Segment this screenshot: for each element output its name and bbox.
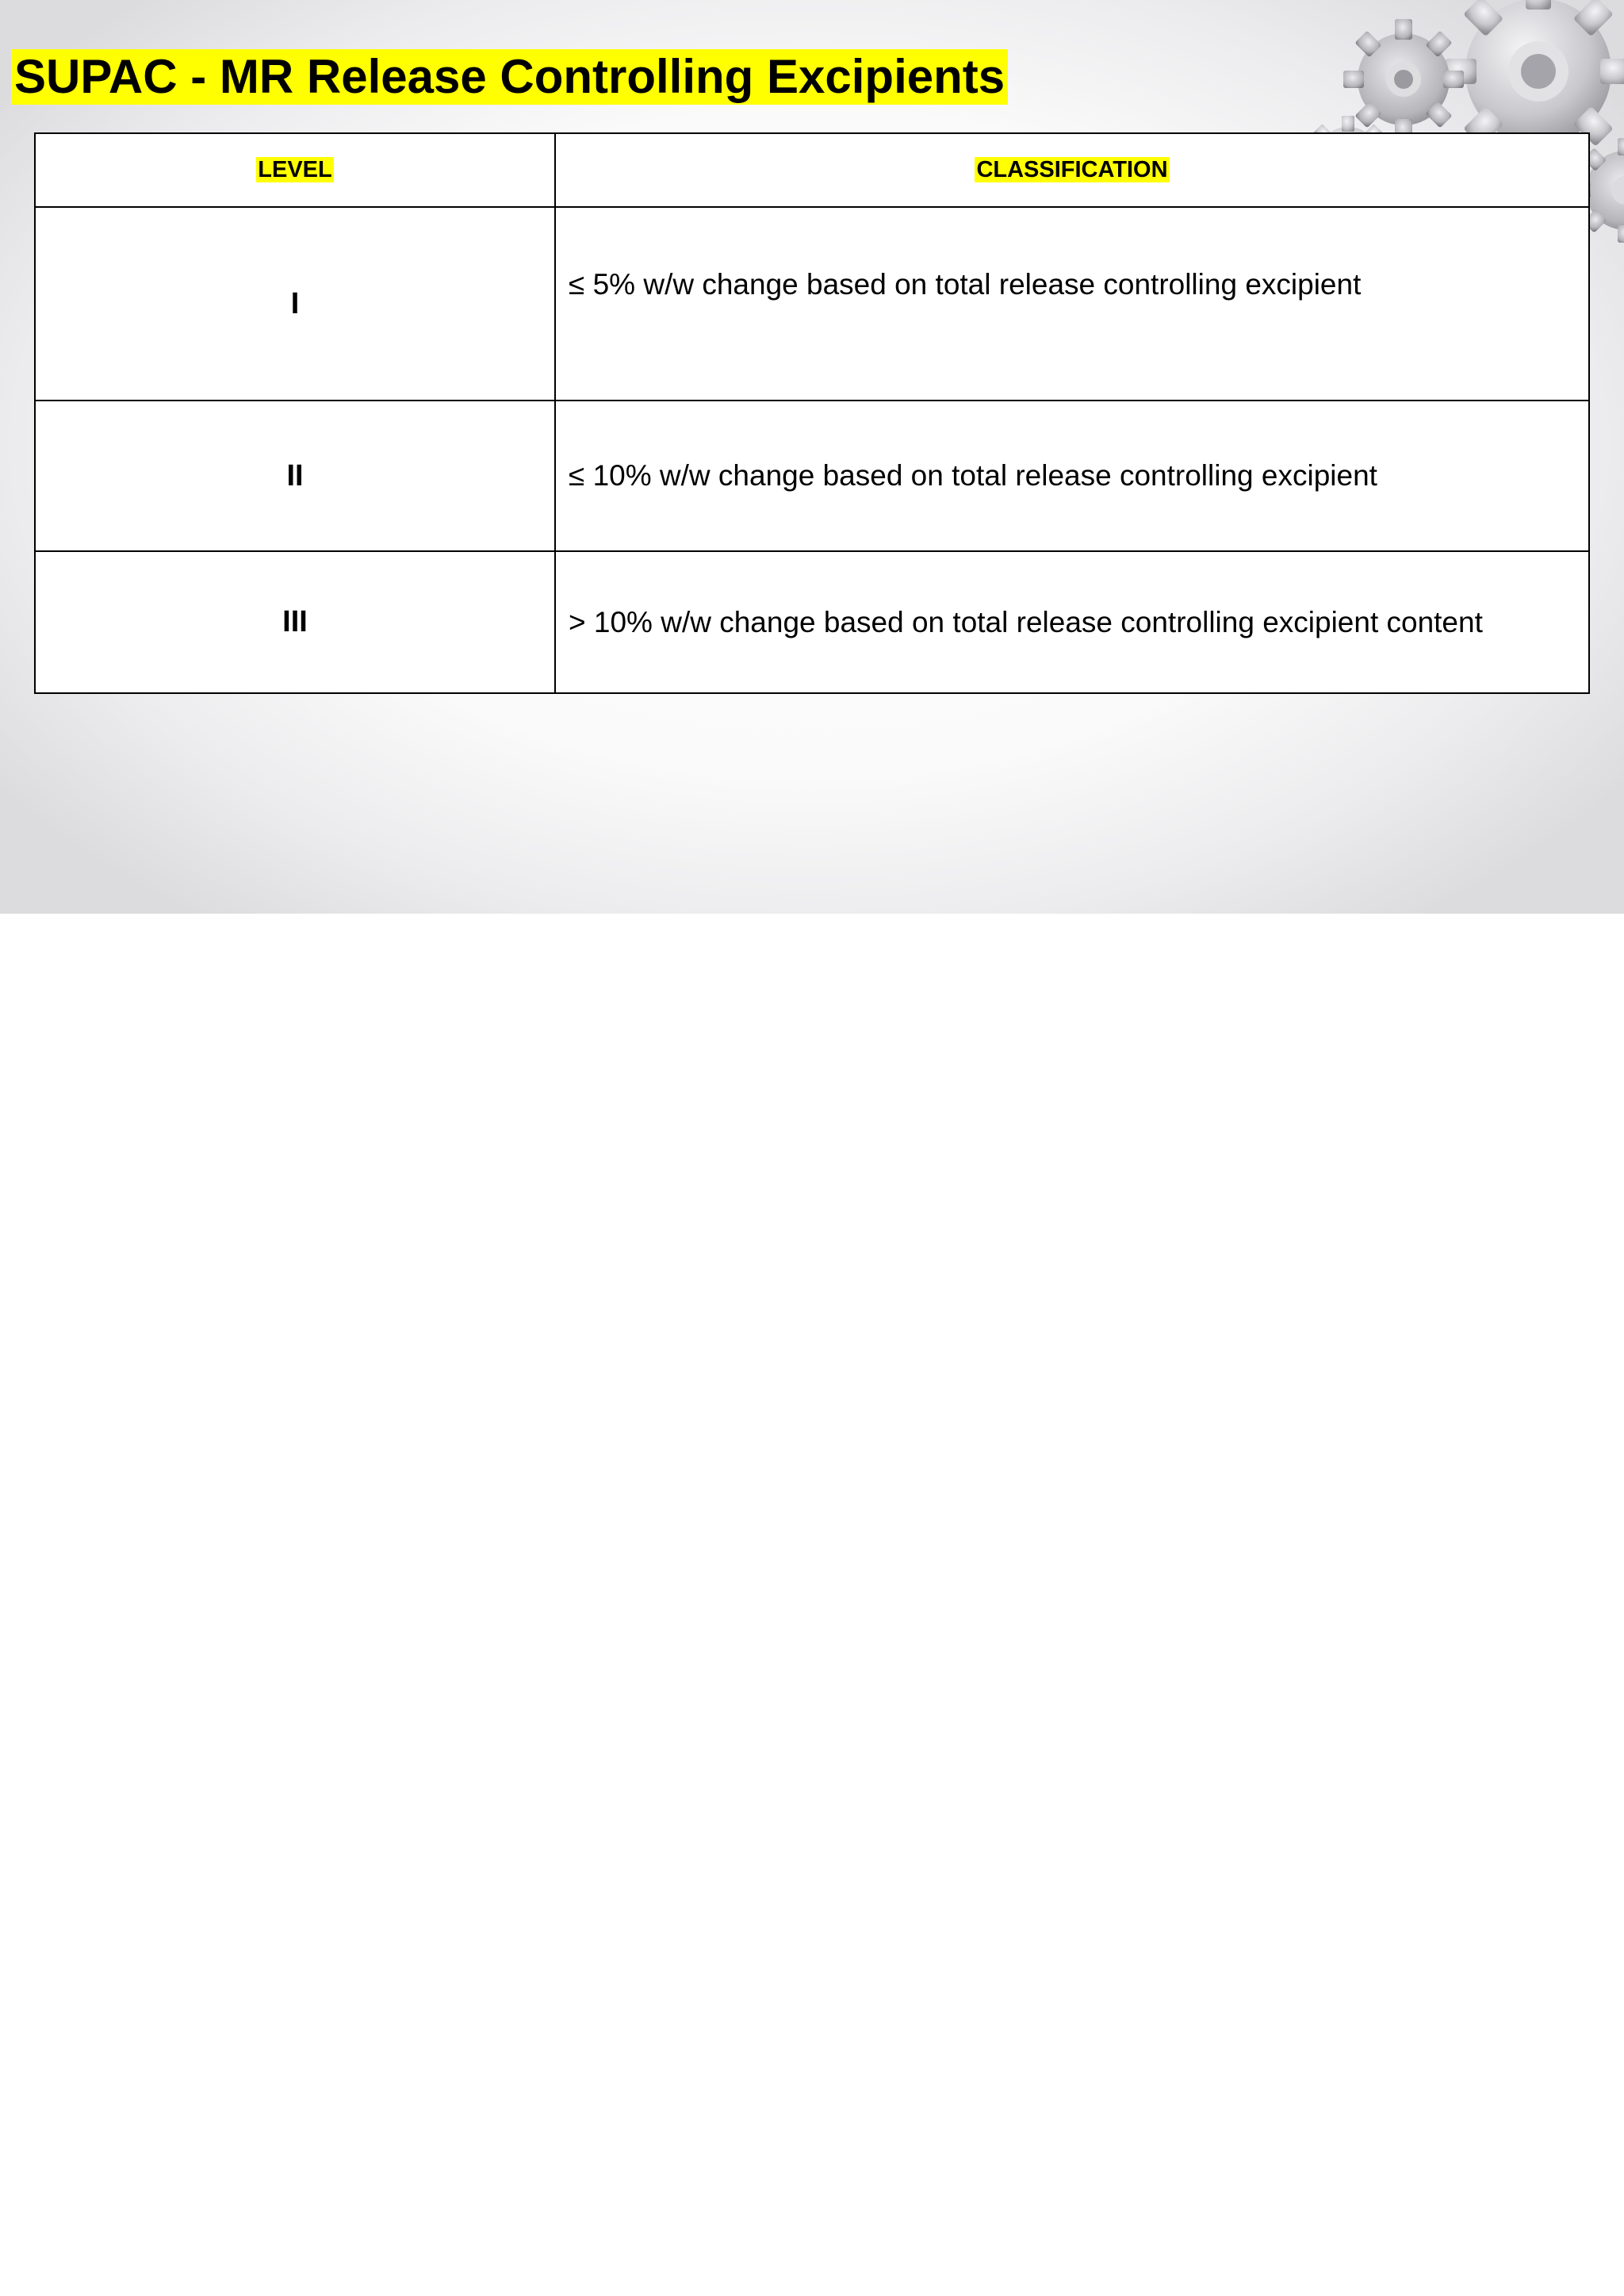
table-row (35, 207, 1589, 401)
classification-table (34, 132, 1590, 694)
classification-cell: ≤ 5% w/w change based on total release controlling excipient (555, 207, 1589, 401)
title-container (11, 49, 1008, 105)
header-classification-label: CLASSIFICATION (976, 157, 1168, 182)
table-row (35, 551, 1589, 693)
level-cell: I (35, 207, 555, 401)
classification-cell: > 10% w/w change based on total release controlling excipient content (555, 551, 1589, 693)
header-classification-cell (555, 133, 1589, 207)
header-level-cell (35, 133, 555, 207)
table-header-row (35, 133, 1589, 207)
header-level-label: LEVEL (258, 157, 332, 182)
slide (0, 0, 1624, 914)
level-cell: II (35, 401, 555, 551)
level-cell: III (35, 551, 555, 693)
table-row (35, 401, 1589, 551)
classification-cell: ≤ 10% w/w change based on total release controlling excipient (555, 401, 1589, 551)
slide-title: SUPAC - MR Release Controlling Excipients (11, 49, 1008, 105)
